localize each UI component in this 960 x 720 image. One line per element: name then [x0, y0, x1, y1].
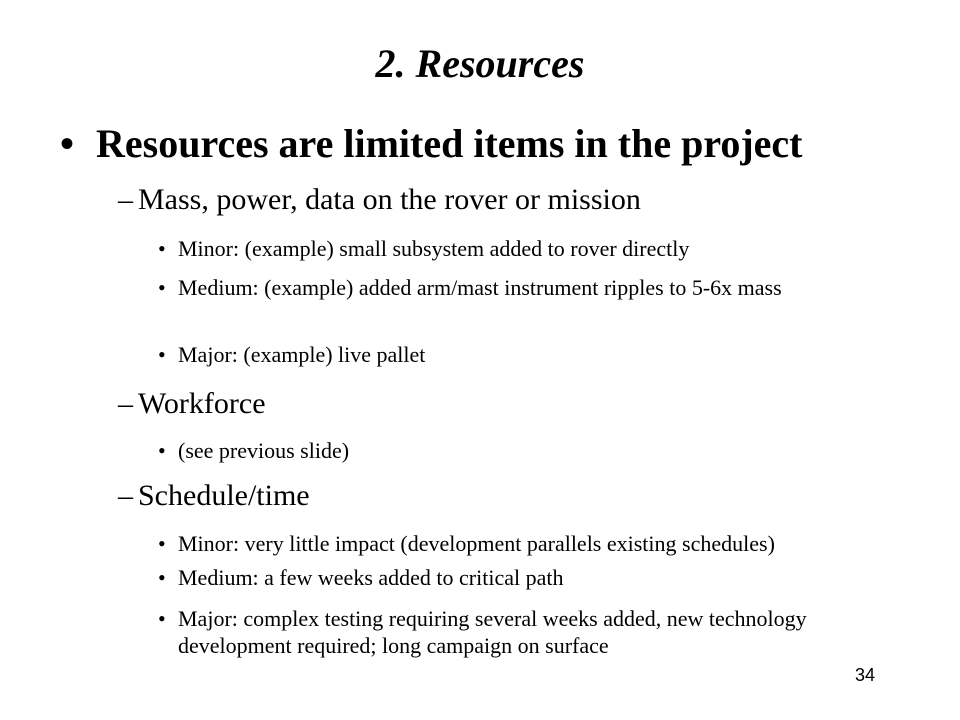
list-item	[158, 605, 918, 659]
section-heading-text: Workforce	[138, 387, 266, 420]
bullet-marker: •	[158, 342, 166, 367]
list-item	[158, 530, 918, 557]
list-item	[158, 274, 918, 301]
list-item-text: (see previous slide)	[178, 438, 350, 463]
list-item-text: Medium: a few weeks added to critical path	[178, 565, 564, 590]
main-bullet-text: Resources are limited items in the project	[96, 121, 803, 166]
list-item	[158, 341, 918, 368]
section-heading-text: Mass, power, data on the rover or mission	[138, 183, 641, 216]
dash-marker: –	[118, 479, 133, 512]
bullet-marker: •	[158, 565, 166, 590]
list-item	[158, 235, 918, 262]
list-item-text: Minor: very little impact (development parallels existing schedules)	[178, 531, 775, 556]
dash-marker: –	[118, 183, 133, 216]
bullet-marker: •	[158, 606, 166, 631]
bullet-marker: •	[158, 438, 166, 463]
bullet-marker: •	[158, 236, 166, 261]
list-item-text: Medium: (example) added arm/mast instrument ripples to 5-6x mass	[178, 275, 782, 300]
bullet-marker: •	[158, 275, 166, 300]
bullet-marker: •	[60, 121, 75, 166]
page-number: 34	[855, 665, 876, 685]
list-item-text: Major: complex testing requiring several weeks added, new technology development required; long campaign on surface	[178, 606, 807, 658]
list-item	[158, 437, 918, 464]
list-item-text: Major: (example) live pallet	[178, 342, 426, 367]
list-item-text: Minor: (example) small subsystem added to rover directly	[178, 236, 690, 261]
list-item	[158, 564, 918, 591]
section-heading-text: Schedule/time	[138, 479, 310, 512]
bullet-marker: •	[158, 531, 166, 556]
slide-title: 2. Resources	[375, 41, 585, 86]
dash-marker: –	[118, 387, 133, 420]
